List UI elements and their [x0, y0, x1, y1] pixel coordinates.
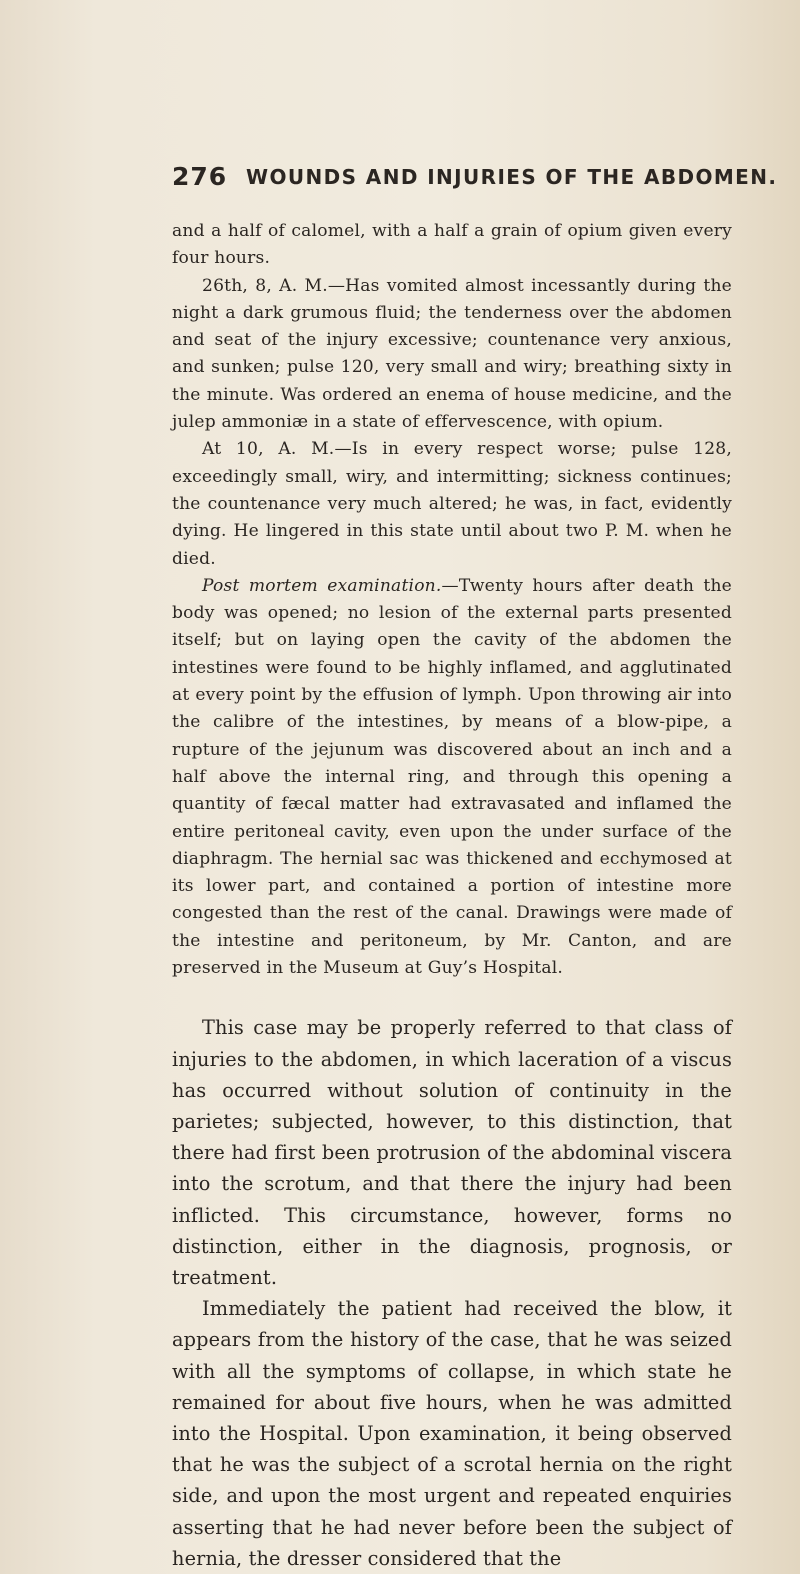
paragraph-10am: At 10, A. M.—Is in every respect worse; pulse 128, exceedingly small, wiry, and intermitting; sickness continues; the countenance very much altered; he was, in fact, evidently dying. He lingered in this state until about two P. M. when he died.: [172, 439, 732, 569]
post-mortem-text: —Twenty hours after death the body was opened; no lesion of the external parts presented itself; but on laying open the cavity of the abdomen the intestines were found to be highly inflamed, and agglutinated at every point by the effusion of lymph. Upon throwing air into the calibre of the intestines, by means of a blow-pipe, a rupture of the jejunum was discovered about an inch and a half above the internal ring, and through this opening a quantity of fæcal matter had extravasated and inflamed the entire peritoneal cavity, even upon the under surface of the diaphragm. The hernial sac was thickened and ecchymosed at its lower part, and contained a portion of intestine more congested than the rest of the canal. Drawings were made of the intestine and peritoneum, by Mr. Canton, and are preserved in the Museum at Guy’s Hospital.: [172, 575, 732, 979]
page-number: 276: [172, 162, 228, 191]
body-text: [172, 218, 732, 1574]
paragraph-case-classification: This case may be properly referred to that class of injuries to the abdomen, in which laceration of a viscus has occurred without solution of continuity in the parietes; subjected, however, to this distinction, that there had first been protrusion of the abdominal viscera into the scrotum, and that there the injury had been inflicted. This circumstance, however, forms no distinction, either in the diagnosis, prognosis, or treatment.: [172, 1016, 732, 1289]
running-head: [172, 162, 778, 202]
running-head-title: WOUNDS AND INJURIES OF THE ABDOMEN.: [246, 165, 778, 189]
paragraph-continuation: and a half of calomel, with a half a grain of opium given every four hours.: [172, 221, 732, 269]
paragraph-post-mortem: [172, 573, 732, 982]
paragraph-26th-8am: 26th, 8, A. M.—Has vomited almost incessantly during the night a dark grumous fluid; the tenderness over the abdomen and seat of the injury excessive; countenance very anxious, and sunken; pulse 120, very small and wiry; breathing sixty in the minute. Was ordered an enema of house medicine, and the julep ammoniæ in a state of effervescence, with opium.: [172, 275, 732, 433]
section-divider: [172, 982, 732, 1012]
post-mortem-heading: Post mortem examination.: [202, 575, 442, 596]
paragraph-case-history: Immediately the patient had received the blow, it appears from the history of the case, that he was seized with all the symptoms of collapse, in which state he remained for about five hours, when he was admitted into the Hospital. Upon examination, it being observed that he was the subject of a scrotal hernia on the right side, and upon the most urgent and repeated enquiries asserting that he had never before been the subject of hernia, the dresser considered that the: [172, 1297, 732, 1570]
